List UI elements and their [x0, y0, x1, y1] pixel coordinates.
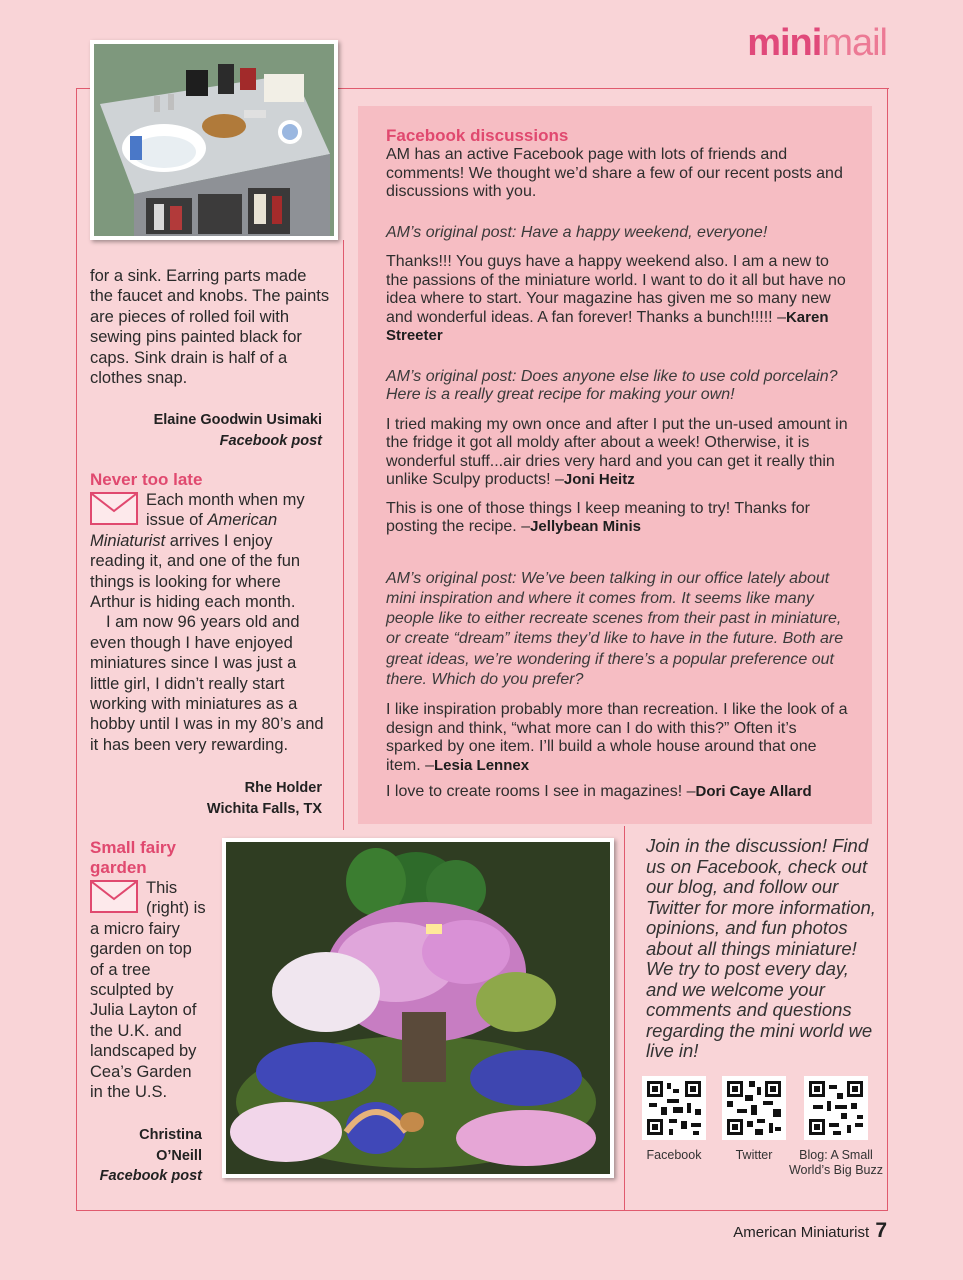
- qr-label-facebook: Facebook: [646, 1148, 702, 1162]
- qr-code-icon: [642, 1076, 706, 1140]
- fairy-garden-body: This (right) is a micro fairy garden on top of a tree sculpted by Julia Layton of the U.K. and landscaped by Cea’s Garden in the U.S.: [90, 879, 206, 1102]
- fairy-garden-author-2: O’Neill: [156, 1147, 202, 1164]
- frame-divider-v: [343, 240, 344, 830]
- reply-3-author: Jellybean Minis: [530, 518, 641, 535]
- sink-photo-art: [94, 44, 334, 236]
- reply-4-author: Lesia Lennex: [434, 756, 530, 774]
- never-too-late-body: Each month when my issue of American Miniaturist arrives I enjoy reading it, and one of the fun things is looking for where Arthur is hiding each month. I am now 96 years old and even though I have enjoyed miniatures since I was just a little girl, I didn’t really start working with miniatures as a hobby until I was in my 80’s and it has been very rewarding.: [90, 490, 326, 755]
- magazine-name: American Miniaturist: [90, 511, 278, 550]
- fairy-garden-author-1: Christina: [139, 1127, 202, 1143]
- original-post-3: AM’s original post: We’ve been talking in our office lately about mini inspiration and where it comes from. It seems like many people like to either recreate scenes from their past in miniature, or create “dream” items they’d like to have in the future. Both are great ideas, we’re wondering if there’s a popular preference out there. Which do you prefer?: [386, 569, 844, 688]
- envelope-icon: [90, 492, 138, 525]
- reply-5-author: Dori Caye Allard: [695, 783, 812, 801]
- reply-4: I like inspiration probably more than recreation. I like the look of a design and think, “what more can I do with this?” Often it’s sparked by one item. I’ll build a whole house around that one item. –Lesia Lennex: [386, 701, 848, 774]
- page-number: 7: [875, 1219, 887, 1242]
- sink-letter-signature: [90, 410, 322, 451]
- footer-magazine: American Miniaturist: [733, 1224, 870, 1241]
- frame-right-line: [887, 88, 888, 1210]
- qr-label-twitter: Twitter: [735, 1148, 773, 1162]
- sink-photo: [90, 40, 338, 240]
- reply-2: I tried making my own once and after I put the un-used amount in the fridge it got all moldy after about a week! Otherwise, it is wonderful stuff...air dries very hard and you can get it really thin unlike Sculpy products! –Joni Heitz: [386, 415, 848, 488]
- qr-blog[interactable]: [788, 1076, 886, 1178]
- envelope-icon: [90, 880, 138, 913]
- frame-bottom-line: [76, 1210, 888, 1211]
- reply-1-author: Karen Streeter: [386, 308, 829, 344]
- fairy-garden-heading-2: garden: [90, 858, 147, 877]
- page-footer: [733, 1219, 887, 1243]
- sink-letter-body: for a sink. Earring parts made the faucet and knobs. The paints are pieces of rolled foil with sewing pins painted black for caps. Sink drain is half of a clothes snap.: [90, 267, 330, 388]
- qr-twitter[interactable]: [722, 1076, 786, 1163]
- original-post-1: AM’s original post: Have a happy weekend, everyone!: [386, 223, 768, 241]
- fairy-garden-photo-art: [226, 842, 610, 1174]
- fairy-garden-photo: [222, 838, 614, 1178]
- never-too-late-section: [90, 470, 326, 755]
- frame-left-lower: [76, 828, 77, 1210]
- reply-3: This is one of those things I keep meaning to try! Thanks for posting the recipe. –Jellybean Minis: [386, 499, 810, 535]
- facebook-heading: Facebook discussions: [386, 126, 569, 145]
- never-too-late-heading: Never too late: [90, 470, 203, 489]
- frame-divider-v2: [624, 826, 625, 1210]
- facebook-intro: AM has an active Facebook page with lots of friends and comments! We thought we’d share a few of our recent posts and discussions with you.: [386, 146, 843, 200]
- never-too-late-author: Rhe Holder: [244, 780, 322, 796]
- qr-code-icon: [722, 1076, 786, 1140]
- reply-5: I love to create rooms I see in magazines! –Dori Caye Allard: [386, 783, 812, 801]
- masthead-mail: mail: [821, 22, 887, 64]
- fairy-garden-section: [90, 838, 208, 1102]
- fairy-garden-signature: [90, 1125, 202, 1187]
- qr-code-icon: [804, 1076, 868, 1140]
- facebook-discussions: [386, 126, 848, 802]
- reply-2-author: Joni Heitz: [563, 471, 635, 488]
- never-too-late-signature: [90, 778, 322, 819]
- masthead: [747, 22, 887, 65]
- never-too-late-location: Wichita Falls, TX: [206, 800, 322, 817]
- frame-top-line: [344, 88, 889, 89]
- reply-1: Thanks!!! You guys have a happy weekend also. I am a new to the passions of the miniature world. I want to do it all but have no idea where to start. Your magazine has given me so many new and wonderful ideas. A fan forever! Thanks a bunch!!!!! –Karen Streeter: [386, 253, 846, 344]
- sink-letter-source: Facebook post: [219, 432, 322, 449]
- original-post-2: AM’s original post: Does anyone else like to use cold porcelain? Here is a really great recipe for making your own!: [386, 367, 838, 403]
- sink-letter-author: Elaine Goodwin Usimaki: [153, 412, 322, 428]
- join-discussion-text: Join in the discussion! Find us on Facebook, check out our blog, and follow our Twitter for more information, opinions, and fun photos about all things miniature! We try to post every day, and we welcome your comments and questions regarding the mini world we live in!: [646, 835, 876, 1061]
- never-too-late-p2: I am now 96 years old and even though I have enjoyed miniatures since I was just a little girl, I didn’t really start working with miniatures as a hobby until I was in my 80’s and it has been very rewarding.: [90, 613, 324, 754]
- qr-label-blog: Blog: A Small World’s Big Buzz: [788, 1148, 884, 1177]
- qr-facebook[interactable]: [642, 1076, 706, 1163]
- fairy-garden-heading-1: Small fairy: [90, 838, 176, 857]
- fairy-garden-source: Facebook post: [99, 1168, 202, 1184]
- masthead-mini: mini: [747, 22, 822, 64]
